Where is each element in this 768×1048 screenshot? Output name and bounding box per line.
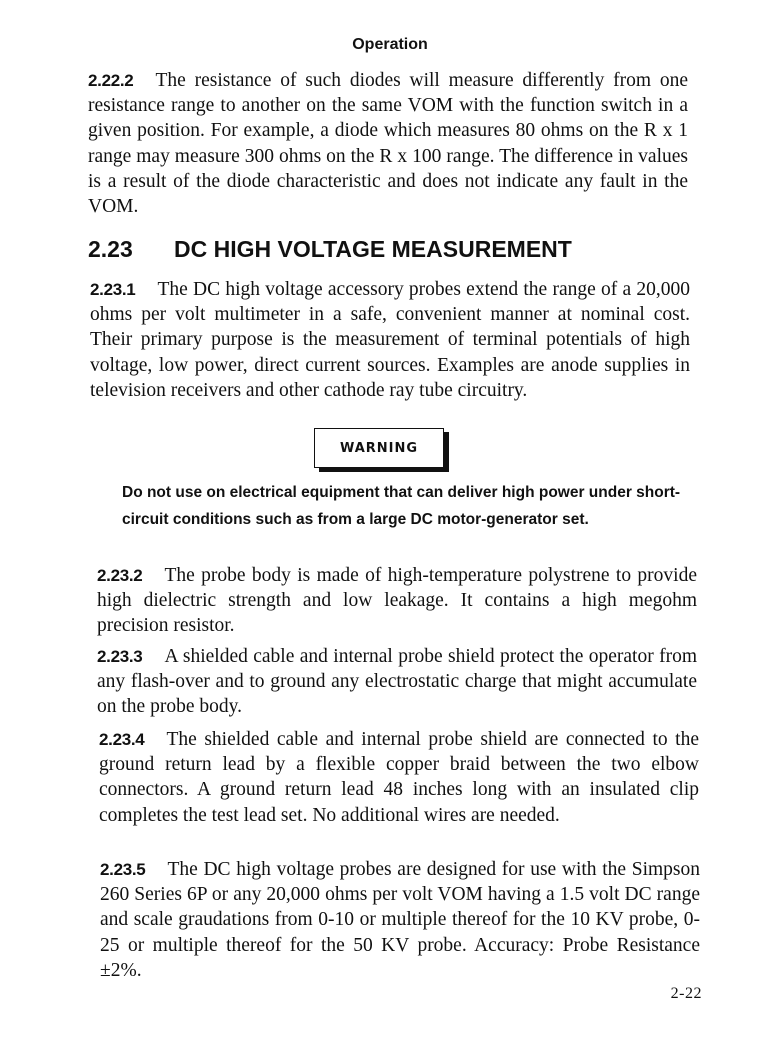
warning-label: WARNING bbox=[339, 440, 419, 456]
paragraph-text: The resistance of such diodes will measure differently from one resistance range to another on the same VOM with the function switch in a given position. For example, a diode which measures 80 ohms on the R x 1 range may measure 300 ohms on the R x 100 range. The difference in values is a result of the diode characteristic and does not indicate any fault in the VOM. bbox=[88, 70, 688, 218]
paragraph-number: 2.23.4 bbox=[99, 730, 145, 749]
paragraph-2-23-1 bbox=[90, 277, 690, 403]
paragraph-text: The shielded cable and internal probe shield are connected to the ground return lead by a flexible copper braid between the two elbow connectors. A ground return lead 48 inches long with an insulated clip completes the test lead set. No additional wires are needed. bbox=[99, 729, 699, 826]
paragraph-number: 2.23.2 bbox=[97, 566, 143, 585]
paragraph-2-23-4 bbox=[99, 727, 699, 828]
paragraph-number: 2.23.3 bbox=[97, 647, 143, 666]
page-number: 2-22 bbox=[670, 985, 702, 1002]
section-heading bbox=[88, 236, 572, 263]
paragraph-text: The DC high voltage accessory probes extend the range of a 20,000 ohms per volt multimeter in a safe, convenient manner at nominal cost. Their primary purpose is the measurement of terminal potentials of high voltage, low power, direct current sources. Examples are anode supplies in television receivers and other cathode ray tube circuitry. bbox=[90, 279, 690, 401]
warning-label-box bbox=[314, 428, 444, 468]
paragraph-text: The DC high voltage probes are designed for use with the Simpson 260 Series 6P or any 20,000 ohms per volt VOM having a 1.5 volt DC range and scale graudations from 0-10 or multiple thereof for the 10 KV probe, 0-25 or multiple thereof for the 50 KV probe. Accuracy: Probe Resistance ±2%. bbox=[100, 859, 700, 981]
paragraph-2-23-2 bbox=[97, 563, 697, 639]
section-number: 2.23 bbox=[88, 236, 133, 262]
paragraph-2-22-2 bbox=[88, 68, 688, 219]
paragraph-number: 2.22.2 bbox=[88, 71, 134, 90]
paragraph-2-23-5 bbox=[100, 857, 700, 983]
section-title: DC HIGH VOLTAGE MEASUREMENT bbox=[174, 236, 572, 262]
paragraph-text: A shielded cable and internal probe shield protect the operator from any flash-over and to ground any electrostatic charge that might accumulate on the probe body. bbox=[97, 646, 697, 718]
paragraph-number: 2.23.1 bbox=[90, 280, 136, 299]
paragraph-2-23-3 bbox=[97, 644, 697, 720]
running-head: Operation bbox=[352, 36, 428, 53]
paragraph-number: 2.23.5 bbox=[100, 860, 146, 879]
paragraph-text: The probe body is made of high-temperature polystrene to provide high dielectric strength and low leakage. It contains a high megohm precision resistor. bbox=[97, 565, 697, 637]
warning-text: Do not use on electrical equipment that can deliver high power under short-circuit conditions such as from a large DC motor-generator set. bbox=[122, 484, 681, 528]
